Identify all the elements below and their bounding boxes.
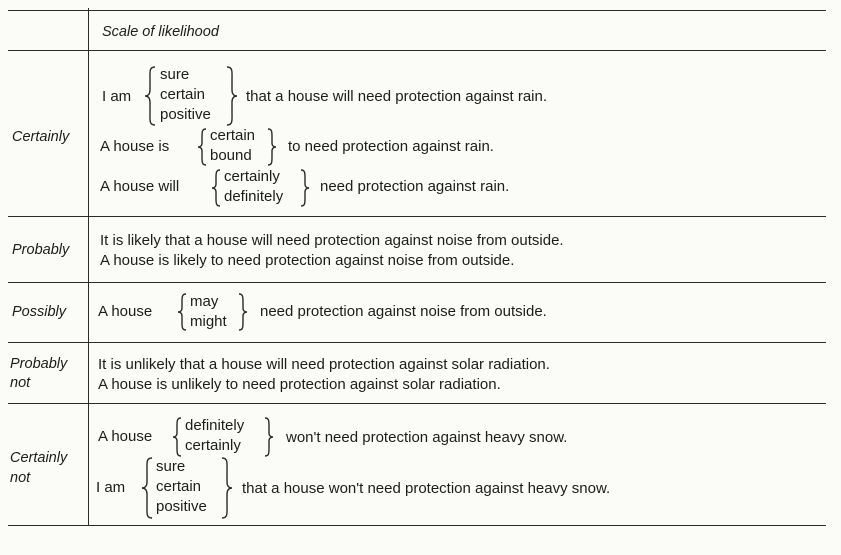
sentence-prefix: A house is	[100, 138, 170, 155]
sentence-suffix: won't need protection against heavy snow.	[286, 429, 568, 446]
option: certainly	[224, 168, 280, 185]
sentence-line: A house is likely to need protection against noise from outside.	[100, 252, 515, 269]
left-brace-icon	[177, 293, 187, 331]
left-brace-icon	[141, 457, 153, 519]
option: definitely	[224, 188, 284, 205]
sentence-prefix: A house will	[100, 178, 180, 195]
right-brace-icon	[267, 128, 277, 166]
option: might	[190, 313, 227, 330]
sentence-suffix: need protection against rain.	[320, 178, 510, 195]
row-label-probably: Probably	[12, 242, 70, 258]
option: positive	[156, 498, 207, 515]
sentence-suffix: to need protection against rain.	[288, 138, 494, 155]
row-divider	[8, 342, 826, 343]
sentence-prefix: A house	[98, 428, 153, 445]
option: bound	[210, 147, 252, 164]
column-divider	[88, 8, 89, 526]
option-stack	[185, 416, 244, 456]
header-rule	[8, 50, 826, 51]
option-stack	[224, 167, 283, 207]
row-label-certainly: Certainly	[12, 129, 70, 145]
option: sure	[156, 458, 186, 475]
option: certainly	[185, 437, 241, 454]
table-top-rule	[8, 10, 826, 11]
sentence-prefix: I am	[96, 479, 126, 496]
sentence-suffix: need protection against noise from outside.	[260, 303, 547, 320]
row-label-possibly: Possibly	[12, 304, 66, 320]
left-brace-icon	[144, 66, 156, 126]
sentence-line: It is likely that a house will need protection against noise from outside.	[100, 232, 564, 249]
option: certain	[160, 86, 206, 103]
row-label-probably-not: Probably	[10, 356, 68, 372]
sentence-suffix: that a house will need protection against rain.	[246, 88, 548, 105]
left-brace-icon	[197, 128, 207, 166]
right-brace-icon	[238, 293, 248, 331]
option-stack	[190, 292, 227, 332]
sentence-prefix: A house	[98, 303, 153, 320]
option-stack	[156, 457, 207, 517]
right-brace-icon	[264, 417, 274, 457]
option: may	[190, 293, 219, 310]
row-label-certainly-not: Certainly	[10, 450, 68, 466]
row-label-certainly-not-2: not	[10, 470, 31, 486]
sentence-line: It is unlikely that a house will need protection against solar radiation.	[98, 356, 550, 373]
option-stack	[160, 65, 211, 125]
right-brace-icon	[226, 66, 238, 126]
option: positive	[160, 106, 211, 123]
scale-title: Scale of likelihood	[102, 24, 219, 40]
option-stack	[210, 126, 255, 166]
right-brace-icon	[221, 457, 233, 519]
row-divider	[8, 216, 826, 217]
row-divider	[8, 282, 826, 283]
option: certain	[210, 127, 256, 144]
right-brace-icon	[300, 169, 310, 207]
sentence-prefix: I am	[102, 88, 132, 105]
sentence-line: A house is unlikely to need protection against solar radiation.	[98, 376, 501, 393]
row-label-probably-not-2: not	[10, 375, 31, 391]
left-brace-icon	[211, 169, 221, 207]
option: sure	[160, 66, 190, 83]
option: definitely	[185, 417, 245, 434]
option: certain	[156, 478, 202, 495]
left-brace-icon	[172, 417, 182, 457]
row-divider	[8, 403, 826, 404]
sentence-suffix: that a house won't need protection against heavy snow.	[242, 480, 611, 497]
table-bottom-rule	[8, 525, 826, 526]
